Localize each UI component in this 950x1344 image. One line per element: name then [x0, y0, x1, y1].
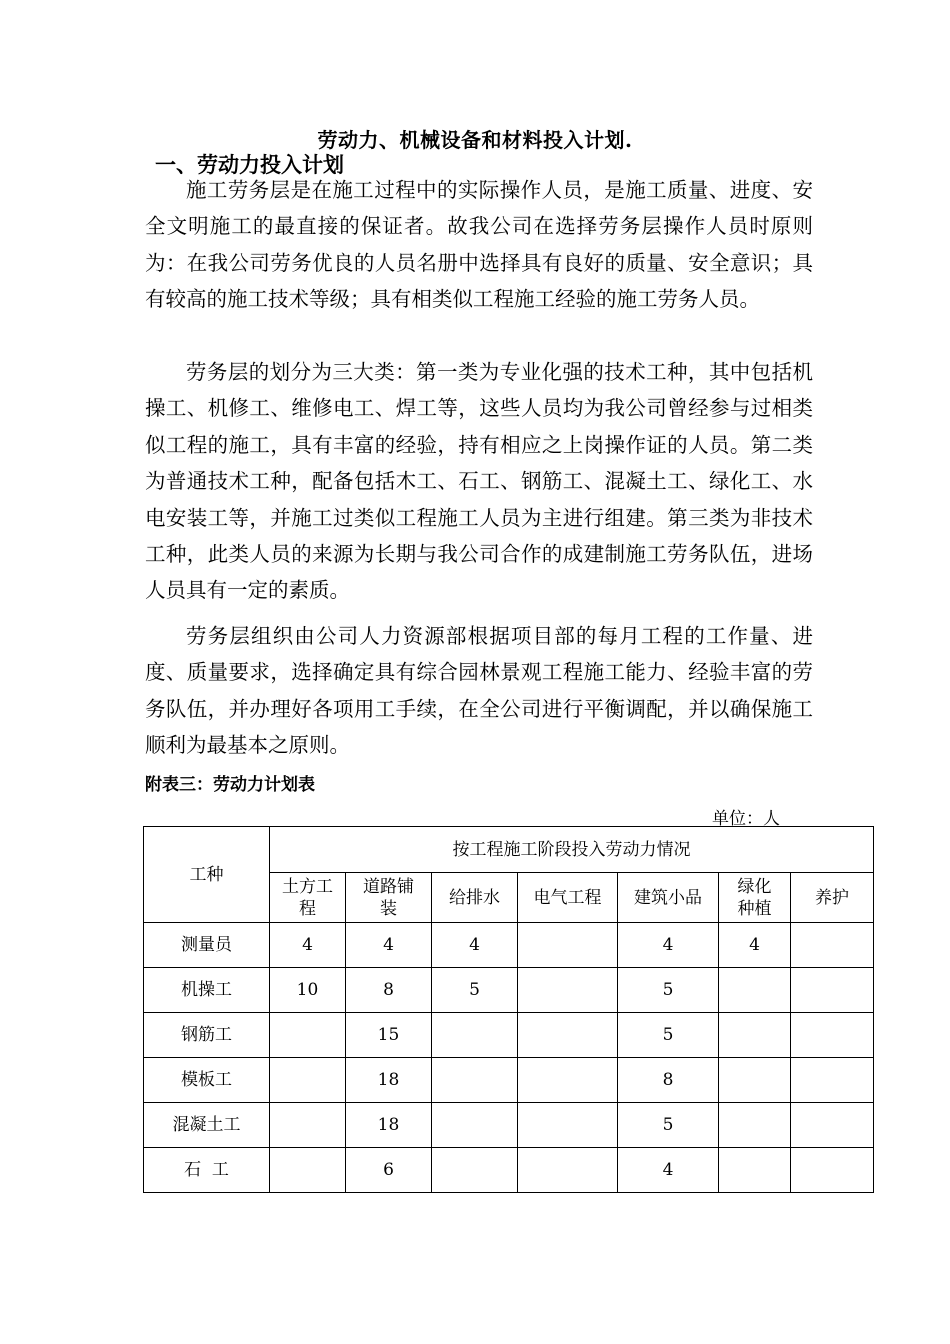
table-row [144, 1148, 874, 1193]
trade-cell: 钢筋工 [144, 1013, 270, 1058]
value-cell [270, 1013, 346, 1058]
stage-group-header: 按工程施工阶段投入劳动力情况 [270, 827, 874, 873]
paragraph-labor-categories: 劳务层的划分为三大类：第一类为专业化强的技术工种，其中包括机操工、机修工、维修电工、焊工等，这些人员均为我公司曾经参与过相类似工程的施工，具有丰富的经验，持有相应之上岗操作证的人员。第二类为普通技术工种，配备包括木工、石工、钢筋工、混凝土工、绿化工、水电安装工等，并施工过类似工程施工人员为主进行组建。第三类为非技术工种，此类人员的来源为长期与我公司合作的成建制施工劳务队伍，进场人员具有一定的素质。 [145, 360, 813, 603]
value-cell [791, 1148, 874, 1193]
table-caption: 附表三：劳动力计划表 [145, 775, 315, 795]
trade-column-header: 工种 [144, 827, 270, 923]
value-cell [270, 1058, 346, 1103]
table-row [144, 1103, 874, 1148]
value-cell: 8 [618, 1058, 719, 1103]
value-cell [432, 1148, 518, 1193]
stage-header-architectural: 建筑小品 [618, 873, 719, 923]
table-row [144, 1013, 874, 1058]
section-heading: 一、劳动力投入计划 [155, 152, 344, 177]
value-cell [719, 1103, 791, 1148]
value-cell [518, 1148, 618, 1193]
stage-header-drainage: 给排水 [432, 873, 518, 923]
value-cell [518, 1013, 618, 1058]
value-cell [518, 968, 618, 1013]
value-cell: 10 [270, 968, 346, 1013]
labor-plan-table [143, 826, 874, 1193]
trade-cell: 测量员 [144, 923, 270, 968]
value-cell [432, 1103, 518, 1148]
value-cell: 15 [346, 1013, 432, 1058]
value-cell: 4 [618, 923, 719, 968]
table-row [144, 968, 874, 1013]
value-cell [719, 1148, 791, 1193]
stage-header-paving: 道路铺装 [346, 873, 432, 923]
value-cell: 4 [618, 1148, 719, 1193]
value-cell: 4 [432, 923, 518, 968]
value-cell [791, 968, 874, 1013]
document-title: 劳动力、机械设备和材料投入计划. [317, 128, 633, 152]
stage-header-greening: 绿化种植 [719, 873, 791, 923]
value-cell: 8 [346, 968, 432, 1013]
value-cell: 5 [432, 968, 518, 1013]
value-cell: 5 [618, 968, 719, 1013]
trade-cell: 石 工 [144, 1148, 270, 1193]
value-cell [791, 1058, 874, 1103]
paragraph-labor-organization: 劳务层组织由公司人力资源部根据项目部的每月工程的工作量、进度、质量要求，选择确定具有综合园林景观工程施工能力、经验丰富的劳务队伍，并办理好各项用工手续，在全公司进行平衡调配，并以确保施工顺利为最基本之原则。 [145, 624, 813, 758]
table-row [144, 923, 874, 968]
trade-cell: 混凝土工 [144, 1103, 270, 1148]
value-cell [518, 1103, 618, 1148]
value-cell: 6 [346, 1148, 432, 1193]
value-cell [518, 1058, 618, 1103]
value-cell [719, 968, 791, 1013]
stage-header-maintenance: 养护 [791, 873, 874, 923]
value-cell [791, 923, 874, 968]
value-cell: 18 [346, 1058, 432, 1103]
stage-header-earthwork: 土方工程 [270, 873, 346, 923]
value-cell [791, 1013, 874, 1058]
value-cell: 4 [270, 923, 346, 968]
trade-cell: 模板工 [144, 1058, 270, 1103]
value-cell: 18 [346, 1103, 432, 1148]
value-cell [270, 1103, 346, 1148]
value-cell [791, 1103, 874, 1148]
value-cell [518, 923, 618, 968]
table-row [144, 1058, 874, 1103]
value-cell: 4 [719, 923, 791, 968]
value-cell: 4 [346, 923, 432, 968]
value-cell [719, 1058, 791, 1103]
stage-header-electrical: 电气工程 [518, 873, 618, 923]
value-cell [719, 1013, 791, 1058]
value-cell [432, 1013, 518, 1058]
value-cell: 5 [618, 1103, 719, 1148]
value-cell: 5 [618, 1013, 719, 1058]
value-cell [270, 1148, 346, 1193]
value-cell [432, 1058, 518, 1103]
trade-cell: 机操工 [144, 968, 270, 1013]
paragraph-labor-selection: 施工劳务层是在施工过程中的实际操作人员，是施工质量、进度、安全文明施工的最直接的保证者。故我公司在选择劳务层操作人员时原则为：在我公司劳务优良的人员名册中选择具有良好的质量、安全意识；具有较高的施工技术等级；具有相类似工程施工经验的施工劳务人员。 [145, 178, 813, 312]
unit-label: 单位：人 [712, 809, 780, 829]
